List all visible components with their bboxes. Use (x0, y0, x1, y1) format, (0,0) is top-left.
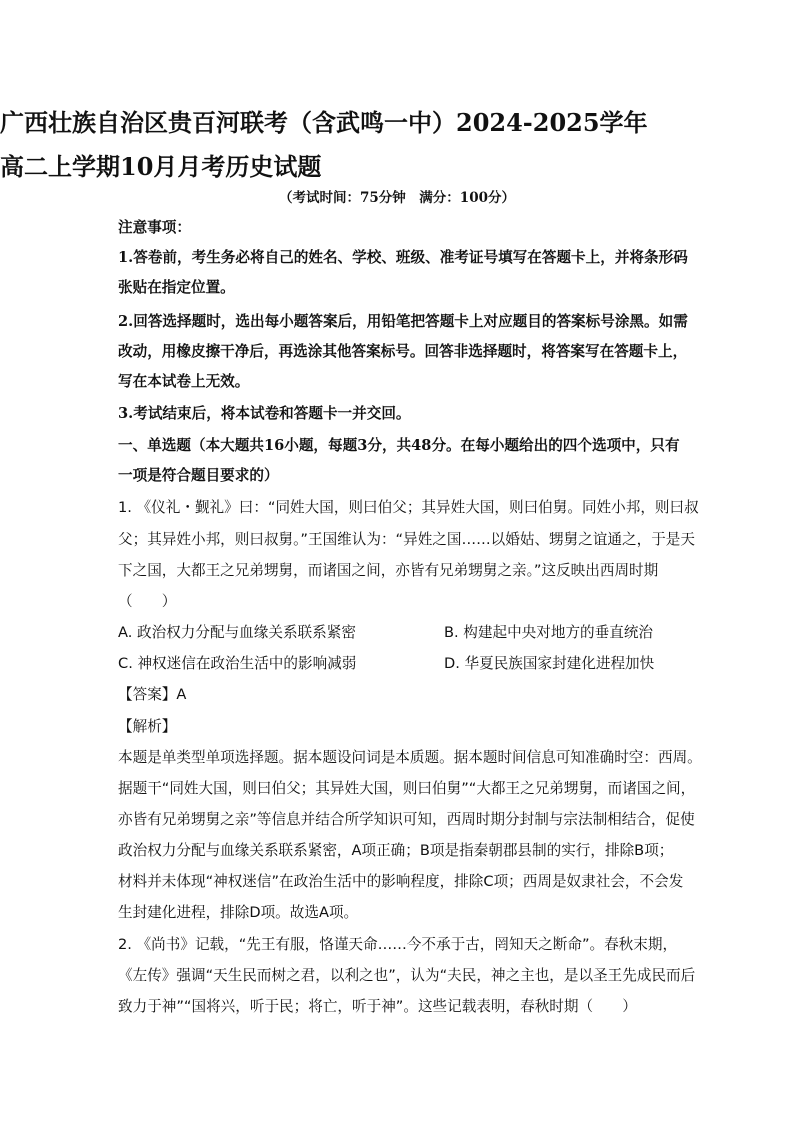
question-1-stem-line: 下之国，大都王之兄弟甥舅，而诸国之间，亦皆有兄弟甥舅之亲。”这反映出西周时期 (118, 562, 659, 579)
question-1-option-b: B. 构建起中央对地方的垂直统治 (444, 624, 654, 641)
question-1-option-d: D. 华夏民族国家封建化进程加快 (444, 655, 655, 672)
question-1-option-c: C. 神权迷信在政治生活中的影响减弱 (118, 655, 357, 672)
question-1-stem-line: 1. 《仪礼・觐礼》曰：“同姓大国，则曰伯父；其异姓大国，则曰伯舅。同姓小邦，则曰叔 (118, 499, 699, 516)
exam-title-line-1: 广西壮族自治区贵百河联考（含武鸣一中）2024-2025学年 (0, 108, 648, 137)
question-1-analysis-line: 材料并未体现“神权迷信”在政治生活中的影响程度，排除C项；西周是奴隶社会，不会发 (118, 873, 684, 890)
section-heading-line: 一、单选题（本大题共16小题，每题3分，共48分。在每小题给出的四个选项中，只有 (118, 437, 680, 454)
question-1-analysis-line: 政治权力分配与血缘关系联系紧密，A项正确；B项是指秦朝郡县制的实行，排除B项； (118, 842, 674, 859)
question-1-option-a: A. 政治权力分配与血缘关系联系紧密 (118, 624, 356, 641)
question-1-analysis-line: 生封建化进程，排除D项。故选A项。 (118, 904, 359, 921)
exam-title-line-2: 高二上学期10月月考历史试题 (0, 152, 322, 181)
question-1-analysis-label: 【解析】 (118, 718, 177, 735)
question-1-stem-line: （ ） (118, 593, 177, 610)
note-line: 改动，用橡皮擦干净后，再选涂其他答案标号。回答非选择题时，将答案写在答题卡上， (118, 343, 688, 360)
question-1-analysis-line: 本题是单类型单项选择题。据本题设问词是本质题。据本题时间信息可知准确时空：西周。 (118, 749, 702, 766)
note-line: 3.考试结束后，将本试卷和答题卡一并交回。 (118, 405, 411, 422)
note-line: 写在本试卷上无效。 (118, 373, 250, 390)
question-1-answer: 【答案】A (118, 686, 187, 703)
question-2-stem-line: 2. 《尚书》记载，“先王有服，恪谨天命……今不承于古，罔知天之断命”。春秋末期， (118, 936, 678, 953)
question-1-analysis-line: 亦皆有兄弟甥舅之亲”等信息并结合所学知识可知，西周时期分封制与宗法制相结合，促使 (118, 811, 695, 828)
notes-heading: 注意事项： (118, 219, 191, 236)
question-2-stem-line: 《左传》强调“天生民而树之君，以利之也”，认为“夫民，神之主也，是以圣王先成民而后 (118, 967, 696, 984)
note-line: 1.答卷前，考生务必将自己的姓名、学校、班级、准考证号填写在答题卡上，并将条形码 (118, 249, 688, 266)
exam-subtitle: （考试时间：75分钟 满分：100分） (279, 190, 515, 206)
note-line: 2.回答选择题时，选出每小题答案后，用铅笔把答题卡上对应题目的答案标号涂黑。如需 (118, 313, 688, 330)
question-1-stem-line: 父；其异姓小邦，则曰叔舅。”王国维认为：“异姓之国……以婚姑、甥舅之谊通之，于是天 (118, 531, 695, 548)
question-1-analysis-line: 据题干“同姓大国，则曰伯父；其异姓大国，则曰伯舅”“大都王之兄弟甥舅，而诸国之间， (118, 780, 696, 797)
note-line: 张贴在指定位置。 (118, 279, 235, 296)
question-2-stem-line: 致力于神”“国将兴，听于民；将亡，听于神”。这些记载表明，春秋时期（ ） (118, 998, 637, 1015)
section-heading-line: 一项是符合题目要求的） (118, 467, 279, 484)
